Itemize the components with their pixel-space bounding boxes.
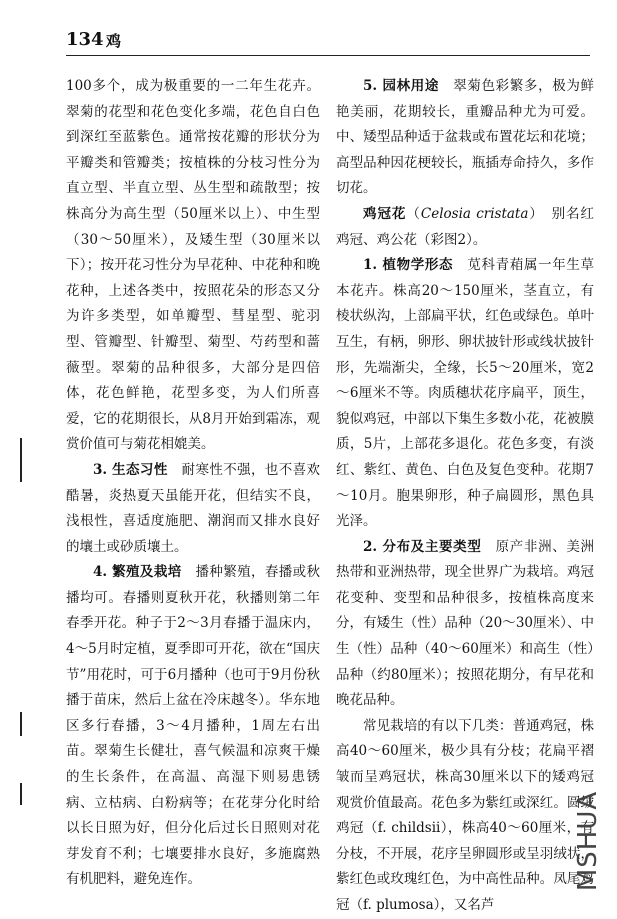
latin-name: Celosia cristata bbox=[420, 205, 529, 222]
right-column bbox=[336, 74, 594, 919]
entry-celosia: 鸡冠花（Celosia cristata） 别名红鸡冠、鸡公花（彩图2）。 bbox=[336, 205, 594, 248]
entry-name: 鸡冠花 bbox=[363, 205, 407, 222]
section-text: 苋科青葙属一年生草本花卉。株高20～150厘米，茎直立，有棱状纵沟，上部扁平状，红色或绿色。单叶互生，有柄，卵形、卵状披针形或线状披针形，先端渐尖，全缘，长5～20厘米，宽2～6厘米不等。肉质穗状花序扁平，顶生，貌似鸡冠，中部以下集生多数小花，花被膜质，5片，上部花多退化。花色多变，有淡红、紫红、黄色、白色及复色变种。花期7～10月。胞果卵形，种子扁圆形，黑色具光泽。 bbox=[336, 257, 595, 530]
section-ecology bbox=[66, 458, 320, 560]
header-rule bbox=[66, 55, 590, 56]
paragraph-cultivars bbox=[336, 714, 594, 919]
margin-mark bbox=[20, 438, 22, 482]
section-text: 原产非洲、美洲热带和亚洲热带，现全世界广为栽培。鸡冠花变种、变型和品种很多，按植株高度来分，有矮生（性）品种（20～30厘米）、中生（性）品种（40～60厘米）和高生（性）品种（约80厘米）；按照花期分，有早花和晚花品种。 bbox=[336, 538, 595, 709]
paragraph-text: 100多个，成为极重要的一二年生花卉。翠菊的花型和花色变化多端，花色自白色到深红至蓝紫色。通常按花瓣的形状分为平瓣类和管瓣类；按植株的分枝习性分为直立型、半直立型、丛生型和疏散型；按株高分为高生型（50厘米以上）、中生型（30～50厘米），及矮生型（30厘米以下）；按开花习性分为早花种、中花种和晚花种，上述各类中，按照花朵的形态又分为许多类型，如单瓣型、彗星型、驼羽型、管瓣型、针瓣型、菊型、芍药型和蔷薇型。翠菊的品种很多，大部分是四倍体，花色鲜艳，花型多变，为人们所喜爱，它的花期很长，从8月开始到霜冻，观赏价值可与菊花相媲美。 bbox=[66, 78, 320, 453]
section-heading: 4. 繁殖及栽培 bbox=[93, 564, 182, 581]
section-propagation bbox=[66, 560, 320, 893]
paragraph-continued bbox=[66, 74, 320, 458]
entry-text: 别名红鸡冠、鸡公花（彩图2）。 bbox=[336, 205, 594, 248]
section-morphology bbox=[336, 253, 594, 535]
page-number: 134 bbox=[66, 29, 104, 50]
section-heading: 2. 分布及主要类型 bbox=[363, 538, 482, 555]
watermark-text: MSHUA bbox=[573, 790, 603, 892]
paragraph-text: 常见栽培的有以下几类：普通鸡冠，株高40～60厘米，极少具有分枝；花扁平褶皱而呈鸡冠状，株高30厘米以下的矮鸡冠观赏价值最高。花色多为紫红或深红。圆绒鸡冠（f. childsii），株高40～60厘米，有分枝，不开展，花序呈卵圆形或呈羽绒状，紫红色或玫瑰红色，为中高性品种。凤尾鸡冠（f. plumosa），又名芦 bbox=[336, 717, 594, 913]
section-heading: 1. 植物学形态 bbox=[363, 257, 454, 274]
section-landscape-use bbox=[336, 74, 594, 202]
left-column bbox=[66, 74, 320, 893]
page-header bbox=[66, 29, 586, 53]
section-text: 播种繁殖，春播或秋播均可。春播则夏秋开花，秋播则第二年春季开花。种子于2～3月春播于温床内，4～5月时定植，夏季即可开花，欲在“国庆节”用花时，可于6月播种（也可于9月份秋播于苗床，然后上盆在冷床越冬）。华东地区多行春播，3～4月播种，1周左右出苗。翠菊生长健壮，喜气候温和凉爽干燥的生长条件，在高温、高湿下则易患锈病、立枯病、白粉病等；在花芽分化时给以长日照为好，但分化后过长日照则对花芽发育不利；七壤要排水良好，多施腐熟有机肥料，避免连作。 bbox=[66, 564, 321, 888]
section-text: 翠菊色彩繁多，极为鲜艳美丽，花期较长，重瓣品种尤为可爱。中、矮型品种适于盆栽或布置花坛和花境；高型品种因花梗较长，瓶插寿命持久，多作切花。 bbox=[336, 78, 595, 197]
section-text: 耐寒性不强，也不喜欢酷暑，炎热夏天虽能开花，但结实不良，浅根性，喜适度施肥、潮润而又排水良好的壤土或砂质壤土。 bbox=[66, 461, 321, 555]
section-heading: 3. 生态习性 bbox=[93, 461, 168, 478]
running-head: 鸡 bbox=[106, 32, 122, 50]
section-distribution bbox=[336, 535, 594, 714]
watermark bbox=[574, 782, 614, 898]
margin-mark bbox=[20, 712, 22, 736]
section-heading: 5. 园林用途 bbox=[363, 78, 440, 94]
margin-mark bbox=[20, 783, 22, 805]
